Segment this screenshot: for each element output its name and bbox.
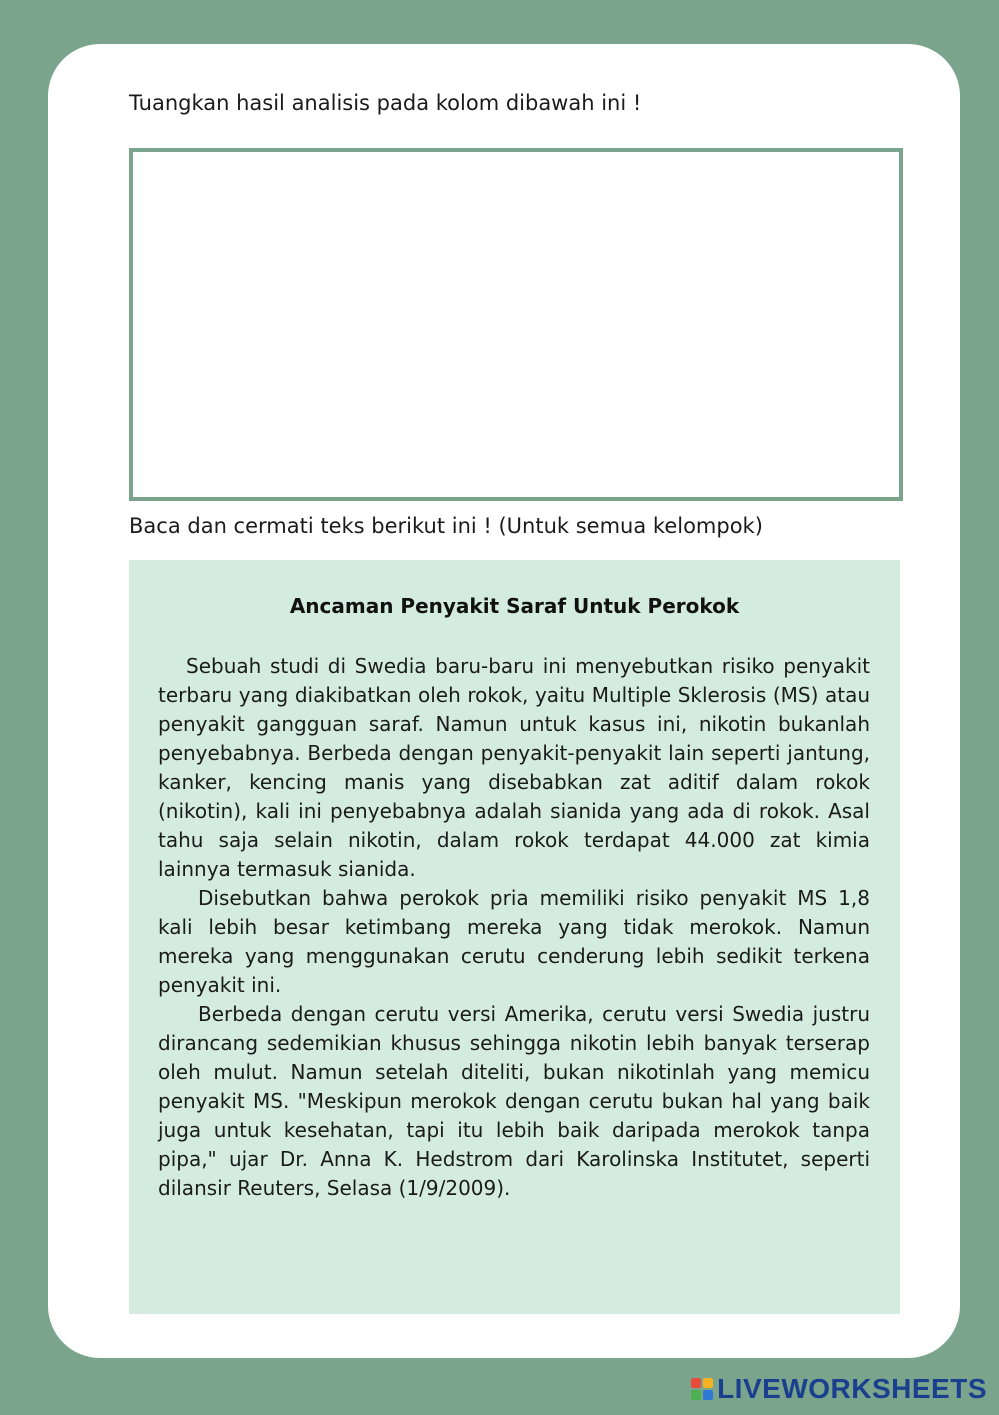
reading-instruction: Baca dan cermati teks berikut ini ! (Untuk semua kelompok) xyxy=(129,514,763,538)
logo-square-e xyxy=(703,1390,713,1400)
logo-square-i xyxy=(703,1378,713,1388)
reading-panel xyxy=(129,560,900,1314)
reading-paragraph: Berbeda dengan cerutu versi Amerika, cerutu versi Swedia justru dirancang sedemikian khusus sehingga nikotin lebih banyak terserap oleh mulut. Namun setelah diteliti, bukan nikotinlah yang memicu penyakit MS. "Meskipun merokok dengan cerutu bukan hal yang baik juga untuk kesehatan, tapi itu lebih baik daripada merokok tanpa pipa," ujar Dr. Anna K. Hedstrom dari Karolinska Institutet, seperti dilansir Reuters, Selasa (1/9/2009). xyxy=(158,1002,870,1200)
logo-square-v xyxy=(691,1390,701,1400)
answer-instruction: Tuangkan hasil analisis pada kolom dibawah ini ! xyxy=(129,91,642,115)
analysis-answer-field[interactable] xyxy=(129,148,903,501)
reading-title: Ancaman Penyakit Saraf Untuk Perokok xyxy=(289,594,740,618)
brand-text: LIVEWORKSHEETS xyxy=(717,1373,987,1404)
reading-paragraph: Disebutkan bahwa perokok pria memiliki risiko penyakit MS 1,8 kali lebih besar ketimbang mereka yang tidak merokok. Namun mereka yang menggunakan cerutu cenderung lebih sedikit terkena penyakit ini. xyxy=(158,886,870,997)
liveworksheets-brand[interactable] xyxy=(691,1373,987,1405)
worksheet-card xyxy=(48,44,960,1358)
reading-body xyxy=(158,652,870,1203)
liveworksheets-logo-icon xyxy=(691,1378,713,1400)
logo-square-l xyxy=(691,1378,701,1388)
reading-paragraph: Sebuah studi di Swedia baru-baru ini menyebutkan risiko penyakit terbaru yang diakibatkan oleh rokok, yaitu Multiple Sklerosis (MS) atau penyakit gangguan saraf. Namun untuk kasus ini, nikotin bukanlah penyebabnya. Berbeda dengan penyakit-penyakit lain seperti jantung, kanker, kencing manis yang disebabkan zat aditif dalam rokok (nikotin), kali ini penyebabnya adalah sianida yang ada di rokok. Asal tahu saja selain nikotin, dalam rokok terdapat 44.000 zat kimia lainnya termasuk sianida. xyxy=(158,654,870,881)
